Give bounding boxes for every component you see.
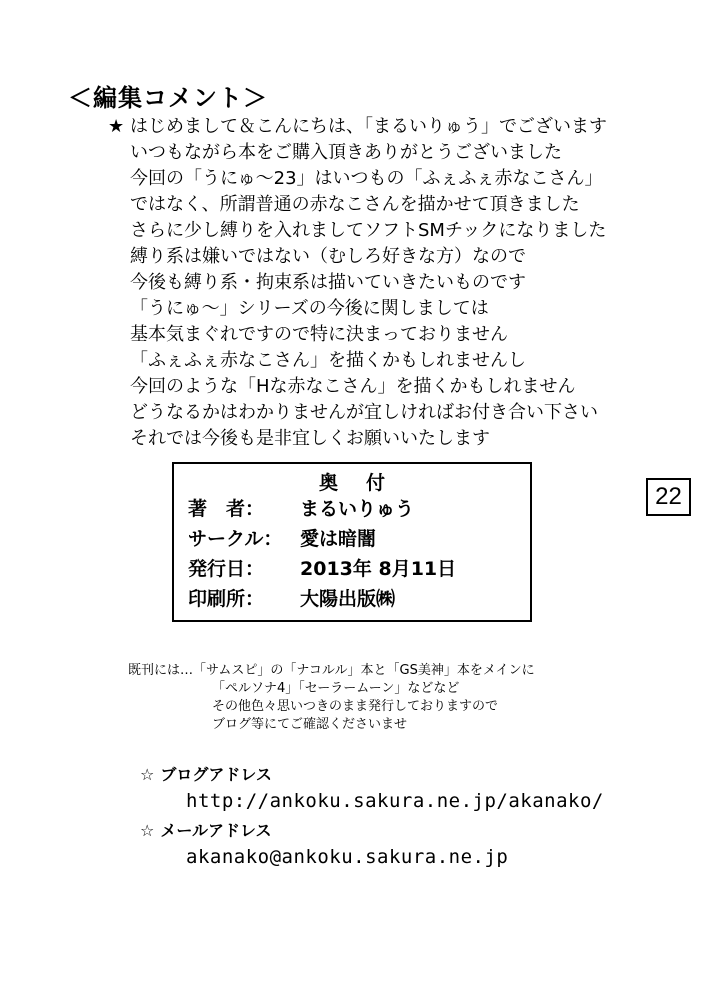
comment-line: それでは今後も是非宜しくお願いいたします <box>130 428 490 449</box>
star-outline-icon: ☆ <box>140 821 155 840</box>
note-line: 既刊には…「サムスピ」の「ナコルル」本と「GS美神」本をメインに <box>128 663 535 678</box>
editor-comment <box>104 114 624 452</box>
colophon-title: 奥付 <box>318 472 413 494</box>
comment-line: さらに少し縛りを入れましてソフトSMチックになりました <box>130 220 607 241</box>
comment-line: ではなく、所謂普通の赤なこさんを描かせて頂きました <box>130 194 580 215</box>
comment-line: いつもながら本をご購入頂きありがとうございました <box>130 142 562 163</box>
comment-line: 今後も縛り系・拘束系は描いていきたいものです <box>130 272 526 293</box>
comment-line: 「うにゅ〜」シリーズの今後に関しましては <box>130 298 489 319</box>
colophon-label: サークル： <box>188 528 283 550</box>
note-line: 「ペルソナ4」「セーラームーン」などなど <box>212 681 460 696</box>
colophon-label: 発行日： <box>188 558 265 580</box>
comment-line: ★ はじめまして＆こんにちは、「まるいりゅう」でございます <box>104 114 624 140</box>
comment-line: どうなるかはわかりませんが宜しければお付き合い下さい <box>130 402 598 423</box>
colophon-value: まるいりゅう <box>300 498 415 520</box>
colophon-label: 印刷所： <box>188 588 265 610</box>
comment-line: 今回のような「Hな赤なこさん」を描くかもしれません <box>130 376 576 397</box>
colophon-row-printer <box>174 584 530 614</box>
blog-address-label: ☆ ブログアドレス <box>140 765 272 784</box>
colophon-row-author <box>174 494 530 524</box>
star-outline-icon: ☆ <box>140 765 155 784</box>
mail-address-link[interactable]: akanako@ankoku.sakura.ne.jp <box>186 846 509 868</box>
star-icon: ★ <box>108 116 125 137</box>
comment-line: 今回の「うにゅ〜23」はいつもの「ふぇふぇ赤なこさん」 <box>130 168 603 189</box>
mail-address-label: ☆ メールアドレス <box>140 821 272 840</box>
colophon-box <box>172 462 532 622</box>
colophon-value: 大陽出版㈱ <box>300 588 396 610</box>
colophon-value: 愛は暗闇 <box>300 528 377 550</box>
comment-line: 縛り系は嫌いではない（むしろ好きな方）なので <box>130 246 526 267</box>
back-catalog-notes <box>128 662 535 734</box>
colophon-label: 著 者： <box>188 498 265 520</box>
note-line: その他色々思いつきのまま発行しておりますので <box>212 699 499 714</box>
colophon-row-circle <box>174 524 530 554</box>
comment-line: 基本気まぐれですので特に決まっておりません <box>130 324 508 345</box>
comment-line: 「ふぇふぇ赤なこさん」を描くかもしれませんし <box>130 350 526 371</box>
colophon-value: 2013年 8月11日 <box>300 558 457 580</box>
page-heading: ＜編集コメント＞ <box>68 84 268 112</box>
blog-url-link[interactable]: http://ankoku.sakura.ne.jp/akanako/ <box>186 790 604 812</box>
note-line: ブログ等にてご確認くださいませ <box>212 717 408 732</box>
colophon-row-date <box>174 554 530 584</box>
page-number: 22 <box>646 478 691 516</box>
